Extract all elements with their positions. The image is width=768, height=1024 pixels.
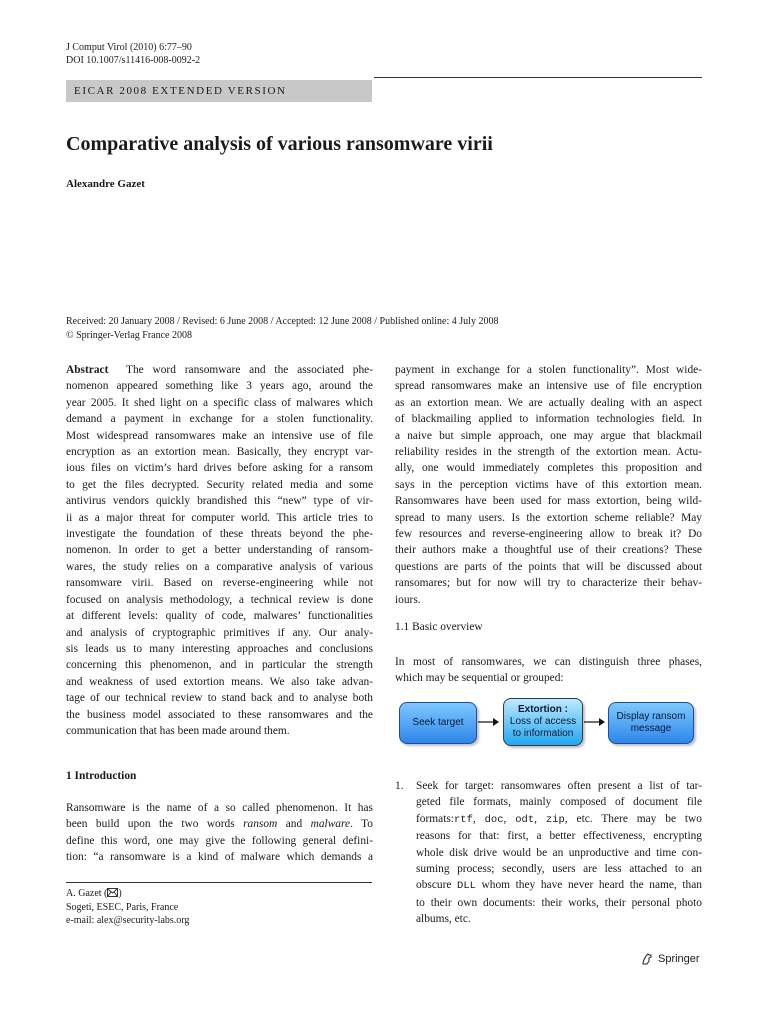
arrow-right-icon [478,717,500,727]
body-line: payment in exchange for a stolen functionality”. Most wide- [395,364,702,376]
list-line: reasons for that: first, a better effectiveness, encrypting [416,830,702,843]
body-line: ransomares; but for now will try to characterize their behav- [395,577,702,590]
abstract-line: and analysis of cryptographic primitives if any. Our analy- [66,626,373,639]
body-line: their authors make a thoughtful use of their creations? These [395,544,702,557]
body-line: questions are parts of the points that will be discussed about [395,560,702,573]
list-line: whole disk drive would be an unproductive and time con- [416,846,702,859]
body-line: reliability resides in the strength of the extortion mean. Actu- [395,446,702,459]
body-line: spread ransomwares make an intensive use of file encryption [395,380,702,393]
abstract-line: sis leads us to many interesting approaches and conclusions [66,642,373,655]
list-line: formats:rtf, doc, odt, zip, etc. There may be two [416,812,702,826]
abstract-line: investigate the foundation of these threats beyond the phe- [66,528,373,541]
intro-line: define this word, one may give the following general defini- [66,834,373,847]
list-line: suming process; secondly, users are less attached to an [416,863,702,876]
abstract-label: Abstract [66,364,109,376]
body-line: says in the perception victims have of this extortion mean. [395,478,702,491]
dates-line: Received: 20 January 2008 / Revised: 6 June 2008 / Accepted: 12 June 2008 / Published online: 4 July 2008 [66,316,499,327]
abstract [66,362,373,739]
envelope-icon [107,888,118,897]
abstract-line: Abstract The word ransomware and the associated phe- [66,364,373,376]
intro-line: Ransomware is the name of a so called phenomenon. It has [66,802,373,814]
abstract-line: encryption as an extortion mean. Basically, they encrypt var- [66,446,373,459]
term-ransom: ransom [243,818,278,831]
body-line: iours. [395,593,421,606]
body-line: Ransomwares have been used for mass extortion, being wild- [395,495,702,508]
author-name: Alexandre Gazet [66,178,145,190]
term-malware: malware [310,818,351,831]
list-number: 1. [395,780,404,792]
header-rule [374,77,702,78]
abstract-line: ransomware virii. Based on reverse-engineering while not [66,577,373,590]
abstract-line: the business model associated to these ransomwares and the [66,708,373,721]
phases-diagram [395,695,707,753]
publisher-name: Springer [658,953,700,965]
footnote-rule [66,882,372,883]
list-line: Seek for target: ransomwares often present a list of tar- [416,780,702,792]
footnote-email[interactable]: e-mail: alex@security-labs.org [66,915,190,926]
right-column-body [395,362,702,608]
basic-overview-body [395,654,702,687]
list-line: to their own documents: their works, their personal photo [416,896,702,909]
footnote-author: A. Gazet ( ) [66,888,122,899]
abstract-line: antivirus vendors quickly brandished this “new” type of vir- [66,495,373,508]
list-line: obscure DLL whom they have never heard the name, than [416,879,702,893]
body-line: as an extortion mean. We are actually dealing with an aspect [395,396,702,409]
copyright-line: © Springer-Verlag France 2008 [66,329,192,341]
subsection-heading: 1.1 Basic overview [395,621,483,633]
arrow-right-icon [584,717,606,727]
list-item [416,778,702,928]
abstract-line: communication that has been made around them. [66,724,290,737]
footnote-affiliation: Sogeti, ESEC, Paris, France [66,901,179,913]
phase-box-display-ransom: Display ransom message [608,702,694,744]
abstract-line: and weakness of used extortion means. We also take advan- [66,675,373,688]
journal-volume: J Comput Virol (2010) 6:77–90 [66,42,192,53]
body-line: of blackmailing applied to information technologies field. In [395,413,702,426]
abstract-line: to get the files decrypted. Security related media and some [66,478,373,491]
author-footnote [66,887,189,928]
doi: DOI 10.1007/s11416-008-0092-2 [66,55,201,66]
introduction-body [66,800,373,866]
phase-list [395,778,702,928]
springer-horse-icon [640,952,654,966]
body-line: ally, one would immediately completes this proposition and [395,462,702,475]
phase-box-extortion: Extortion : Loss of access to information [503,698,583,746]
journal-citation [66,41,200,67]
abstract-line: nomenon. In order to get a better understanding of ransom- [66,544,373,557]
phase-box-seek-target: Seek target [399,702,477,744]
intro-line: tion: “a ransomware is a kind of malware which demands a [66,851,373,864]
list-line: albums, etc. [416,913,471,926]
section-banner: EICAR 2008 EXTENDED VERSION [66,80,372,102]
abstract-line: year 2005. It shed light on a specific class of malwares which [66,396,373,409]
abstract-line: at different levels: quality of code, malwares’ functionalities [66,610,373,623]
publication-dates [66,315,498,342]
abstract-line: ious files on victim’s hard drives before asking for a ransom [66,462,373,475]
body-line: which may be sequential or grouped: [395,672,564,685]
abstract-line: wares, the study relies on a comparative analysis of various [66,560,373,573]
abstract-line: focused on analysis methodology, a technical review is done [66,593,373,606]
list-line: geted file formats, mainly composed of document file [416,796,702,809]
abstract-line: tage of our technical review to stand back and to analyse both [66,692,373,705]
abstract-line: demand a payment in exchange for a stolen functionality. [66,413,373,426]
body-line: spread to many users. Is the extortion scheme reliable? May [395,511,702,524]
publisher-logo [640,952,700,966]
body-line: a naive but simple approach, one may argue that blackmail [395,429,702,442]
body-line: few resources and reverse-engineering allow to break it? Do [395,528,702,541]
paper-title: Comparative analysis of various ransomware virii [66,133,493,155]
abstract-line: ii as a major threat for computer world. This article tries to [66,511,373,524]
abstract-line: concerning this phenomenon, and in particular the strength [66,659,373,672]
body-line: In most of ransomwares, we can distinguish three phases, [395,656,702,668]
section-heading-introduction: 1 Introduction [66,770,137,782]
intro-line: been build upon the two words ransom and malware. To [66,818,373,831]
abstract-line: Most widespread ransomwares make an intensive use of file [66,429,373,442]
abstract-line: nomenon appeared something like 3 years ago, around the [66,380,373,393]
